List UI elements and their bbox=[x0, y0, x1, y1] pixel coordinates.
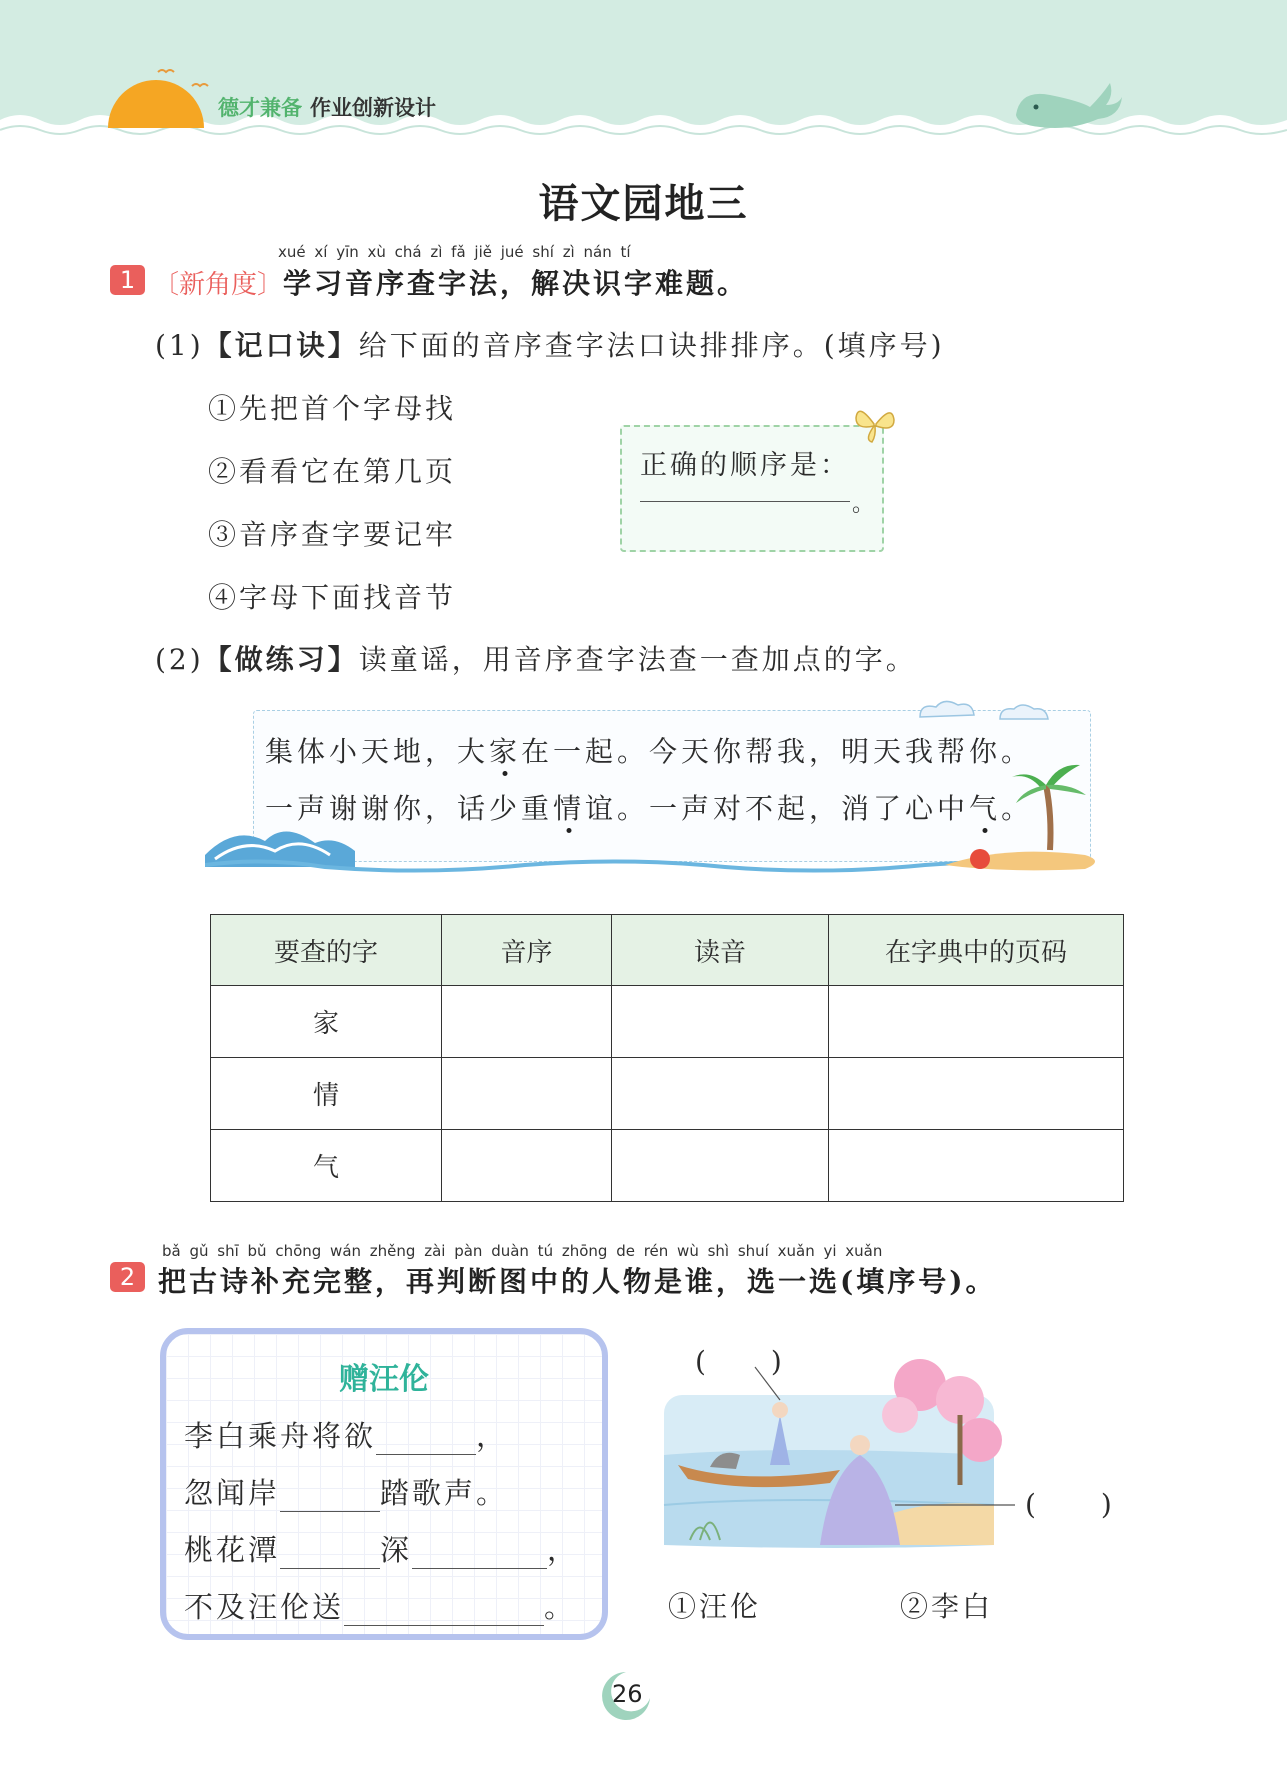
answer-end: 。 bbox=[852, 492, 878, 517]
page-number: 26 bbox=[612, 1680, 643, 1708]
table-cell-blank[interactable] bbox=[442, 1058, 612, 1130]
poem-line-2 bbox=[184, 1471, 508, 1512]
poem-text: 桃花潭 bbox=[184, 1533, 281, 1567]
brand bbox=[218, 92, 436, 122]
poem-blank[interactable] bbox=[376, 1426, 476, 1455]
cloud-icon bbox=[900, 695, 1070, 725]
q1-part1-prefix: (1) bbox=[155, 329, 204, 362]
q1-part2-label bbox=[155, 638, 917, 678]
rhyme-line-1 bbox=[265, 730, 1033, 770]
page-title: 语文园地三 bbox=[538, 181, 749, 227]
dotted-char-jia: 家 bbox=[489, 735, 522, 768]
mnemonic-item: ②看看它在第几页 bbox=[208, 455, 457, 488]
q1-part2-rest: 读童谣，用音序查字法查一查加点的字。 bbox=[358, 643, 917, 676]
q1-tag: 〔新角度〕 bbox=[153, 270, 284, 300]
table-row bbox=[211, 986, 1124, 1058]
q1-pinyin: xué xí yīn xù chá zì fǎ jiě jué shí zì nán tí bbox=[278, 243, 631, 261]
q2-pinyin: bǎ gǔ shī bǔ chōng wán zhěng zài pàn duàn tú zhōng de rén wù shì shuí xuǎn yi xuǎn bbox=[162, 1242, 883, 1260]
q1-text: 学习音序查字法，解决识字难题。 bbox=[283, 267, 749, 300]
table-header: 音序 bbox=[442, 915, 612, 986]
rhyme-line-2 bbox=[265, 787, 1033, 827]
poem-blank[interactable] bbox=[280, 1540, 380, 1569]
table-row bbox=[211, 1130, 1124, 1202]
poem-line-3 bbox=[184, 1528, 579, 1569]
q1-part2-bold: 【做练习】 bbox=[203, 643, 359, 676]
dotted-char-qing: 情 bbox=[553, 792, 586, 825]
q1-part2-prefix: (2) bbox=[155, 643, 204, 676]
brand-green: 德才兼备 bbox=[218, 96, 302, 120]
rhyme-text: 一声谢谢你，话少重 bbox=[265, 792, 554, 825]
poem-title: 赠汪伦 bbox=[339, 1362, 429, 1397]
table-header: 在字典中的页码 bbox=[829, 915, 1124, 986]
q1-part1-bold: 【记口诀】 bbox=[203, 329, 359, 362]
table-header: 要查的字 bbox=[211, 915, 442, 986]
brand-dark: 作业创新设计 bbox=[310, 96, 436, 120]
table-cell-char: 情 bbox=[211, 1058, 442, 1130]
poem-line-4 bbox=[184, 1585, 576, 1626]
answer-paren-right[interactable]: ( ) bbox=[1025, 1488, 1115, 1521]
table-cell-blank[interactable] bbox=[442, 1130, 612, 1202]
poem-line-1 bbox=[184, 1414, 508, 1455]
answer-box bbox=[620, 425, 884, 552]
table-cell-char: 气 bbox=[211, 1130, 442, 1202]
poem-text: 深 bbox=[380, 1533, 413, 1567]
poem-blank[interactable] bbox=[412, 1540, 547, 1569]
q2-text: 把古诗补充完整，再判断图中的人物是谁，选一选(填序号)。 bbox=[158, 1265, 997, 1298]
rhyme-text: 在一起。今天你帮我，明天我帮你。 bbox=[521, 735, 1034, 768]
rhyme-text: 。 bbox=[1001, 792, 1034, 825]
mnemonic-item: ③音序查字要记牢 bbox=[208, 518, 457, 551]
poem-text: 不及汪伦送 bbox=[184, 1590, 345, 1624]
answer-paren-top[interactable]: ( ) bbox=[695, 1345, 785, 1378]
sun-icon bbox=[100, 60, 210, 130]
poem-text: 踏歌声 bbox=[380, 1476, 477, 1510]
table-cell-blank[interactable] bbox=[442, 986, 612, 1058]
poem-box bbox=[160, 1328, 608, 1640]
poem-blank[interactable] bbox=[344, 1597, 544, 1626]
answer-blank[interactable] bbox=[640, 499, 850, 502]
whale-icon bbox=[1010, 75, 1125, 135]
q1-part1-rest: 给下面的音序查字法口诀排排序。(填序号) bbox=[358, 329, 945, 362]
butterfly-icon bbox=[852, 400, 898, 446]
poem-end: ， bbox=[476, 1419, 509, 1453]
poem-text: 李白乘舟将欲 bbox=[184, 1419, 377, 1453]
table-row bbox=[211, 1058, 1124, 1130]
table-cell-blank[interactable] bbox=[829, 1058, 1124, 1130]
table-cell-blank[interactable] bbox=[612, 986, 829, 1058]
poem-end: ， bbox=[547, 1533, 580, 1567]
table-cell-blank[interactable] bbox=[612, 1058, 829, 1130]
poem-blank[interactable] bbox=[280, 1483, 380, 1512]
table-cell-char: 家 bbox=[211, 986, 442, 1058]
table-cell-blank[interactable] bbox=[829, 986, 1124, 1058]
poem-illustration bbox=[660, 1355, 1040, 1580]
table-header-row bbox=[211, 915, 1124, 986]
table-cell-blank[interactable] bbox=[829, 1130, 1124, 1202]
rhyme-text: 谊。一声对不起，消了心中 bbox=[585, 792, 970, 825]
option-1: ①汪伦 bbox=[668, 1590, 762, 1623]
q1-part1-label bbox=[155, 324, 945, 364]
q1-number: 1 bbox=[110, 265, 145, 295]
rhyme-text: 集体小天地，大 bbox=[265, 735, 490, 768]
poem-end: 。 bbox=[476, 1476, 509, 1510]
answer-prompt: 正确的顺序是： bbox=[640, 450, 850, 481]
q2-number: 2 bbox=[110, 1262, 145, 1292]
mnemonic-item: ①先把首个字母找 bbox=[208, 392, 457, 425]
table-header: 读音 bbox=[612, 915, 829, 986]
dotted-char-qi: 气 bbox=[969, 792, 1002, 825]
q1-heading bbox=[153, 262, 748, 302]
lookup-table bbox=[210, 914, 1124, 1202]
mnemonic-item: ④字母下面找音节 bbox=[208, 581, 457, 614]
poem-end: 。 bbox=[544, 1590, 577, 1624]
table-cell-blank[interactable] bbox=[612, 1130, 829, 1202]
poem-text: 忽闻岸 bbox=[184, 1476, 281, 1510]
option-2: ②李白 bbox=[900, 1590, 994, 1623]
